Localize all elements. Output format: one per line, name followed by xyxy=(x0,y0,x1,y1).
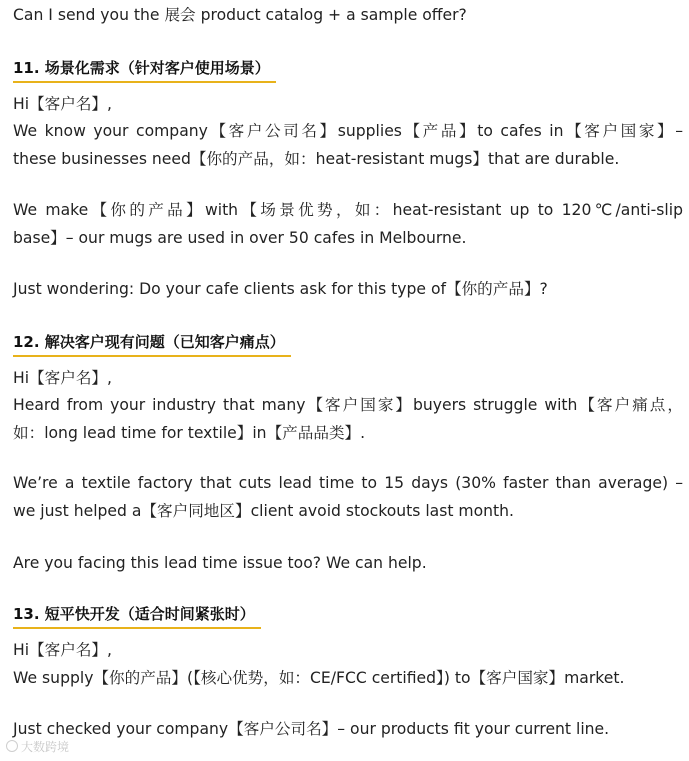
paragraph-line: Just wondering: Do your cafe clients ask for this type of【你的产品】? xyxy=(13,280,548,298)
section-13-paragraph-2 xyxy=(13,716,683,744)
paragraph-line: We make【你的产品】with【场景优势，如：heat-resistant up to 120℃/anti-slip xyxy=(13,201,683,219)
paragraph-line: 如：long lead time for textile】in【产品品类】. xyxy=(13,423,366,442)
section-12-heading: 12. 解决客户现有问题（已知客户痛点） xyxy=(13,332,291,357)
section-11-paragraph-1 xyxy=(13,118,683,173)
greeting-text: Hi【客户名】, xyxy=(13,95,112,113)
greeting-text: Hi【客户名】, xyxy=(13,641,112,659)
section-12-paragraph-1 xyxy=(13,392,683,447)
section-13-greeting xyxy=(13,637,683,665)
paragraph-line: base】– our mugs are used in over 50 cafes in Melbourne. xyxy=(13,228,467,247)
section-12-paragraph-2 xyxy=(13,470,683,525)
section-12-paragraph-3 xyxy=(13,550,683,578)
section-13-heading: 13. 短平快开发（适合时间紧张时） xyxy=(13,604,261,629)
section-11-paragraph-3 xyxy=(13,276,683,304)
intro-text: Can I send you the 展会 product catalog + a sample offer? xyxy=(13,6,467,24)
paragraph-line: We’re a textile factory that cuts lead time to 15 days (30% faster than average) – xyxy=(13,474,683,492)
paragraph-line: these businesses need【你的产品，如：heat-resistant mugs】that are durable. xyxy=(13,149,620,168)
watermark-logo-icon xyxy=(6,740,18,752)
paragraph-line: Just checked your company【客户公司名】– our products fit your current line. xyxy=(13,720,610,738)
greeting-text: Hi【客户名】, xyxy=(13,369,112,387)
watermark-text: 大数跨境 xyxy=(21,740,70,754)
section-12-greeting xyxy=(13,365,683,393)
section-11-greeting xyxy=(13,91,683,119)
paragraph-line: Are you facing this lead time issue too? We can help. xyxy=(13,554,427,572)
paragraph-line: We supply【你的产品】(【核心优势，如：CE/FCC certified】) to【客户国家】market. xyxy=(13,669,625,687)
watermark xyxy=(6,738,69,755)
paragraph-line: we just helped a【客户同地区】client avoid stockouts last month. xyxy=(13,501,514,520)
paragraph-line: We know your company【客户公司名】supplies【产品】to cafes in【客户国家】– xyxy=(13,122,683,140)
paragraph-line: Heard from your industry that many【客户国家】buyers struggle with【客户痛点， xyxy=(13,396,683,414)
section-11-paragraph-2 xyxy=(13,197,683,252)
intro-line xyxy=(13,2,683,30)
section-13-paragraph-1 xyxy=(13,665,683,693)
section-11-heading: 11. 场景化需求（针对客户使用场景） xyxy=(13,58,276,83)
